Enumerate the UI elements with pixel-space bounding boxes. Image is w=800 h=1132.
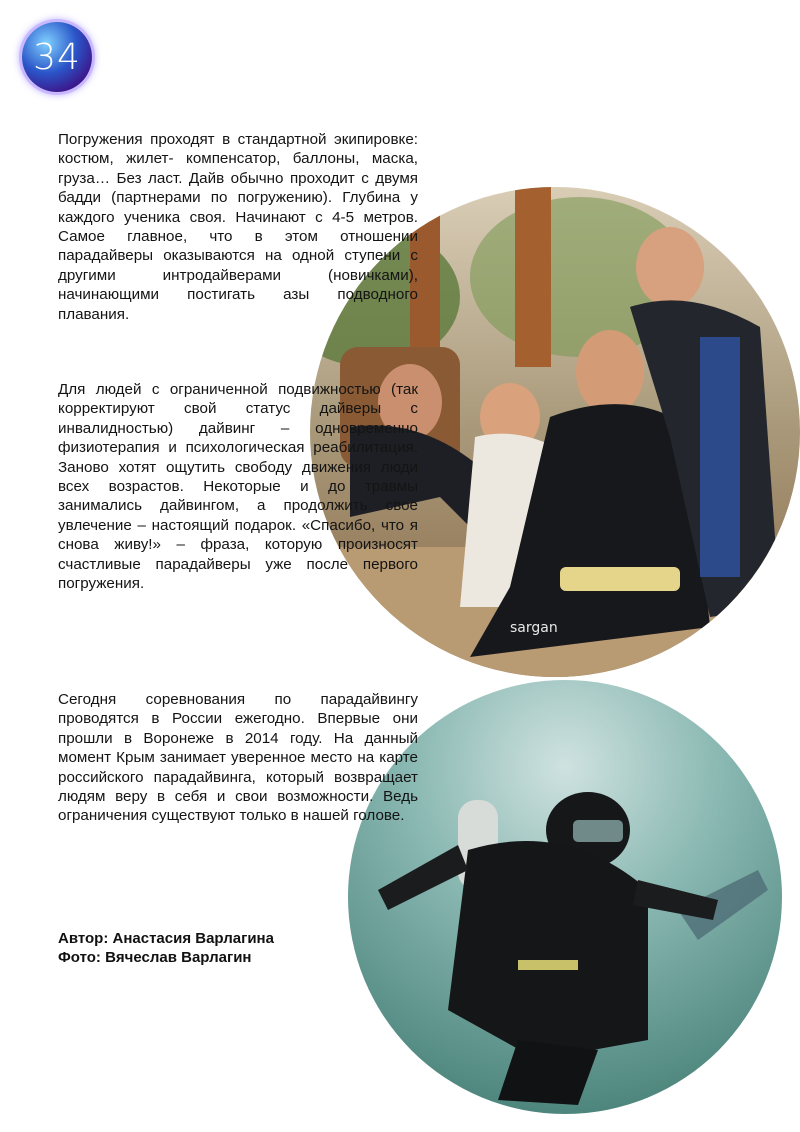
paragraph-equipment: Погружения проходят в стандартной экипировке: костюм, жилет- компенсатор, баллоны, маска, груза… Без ласт. Дайв обычно проходит с двумя бадди (партнерами по погружению). Глубина у каждого ученика своя. Начинают с 4-5 метров. Самое главное, что в этом отношении парадайверы оказываются на одной ступени с другими интродайверами (новичками), начинающими постигать азы подводного плавания.: [58, 131, 418, 323]
sargan-logo: sargan: [510, 620, 558, 636]
photo-credit: Фото: Вячеслав Варлагин: [58, 949, 252, 966]
credits: [58, 929, 274, 967]
page-number-badge: [22, 22, 92, 92]
page-number: 34: [33, 36, 81, 78]
paragraph-competitions: Сегодня соревнования по парадайвингу проводятся в России ежегодно. Впервые они прошли в Воронеже в 2014 году. На данный момент Крым занимает уверенное место на карте российского парадайвинга, который возвращает людям веру в себя и свои возможности. Ведь ограничения существуют только в нашей голове.: [58, 691, 418, 825]
author-credit: Автор: Анастасия Варлагина: [58, 930, 274, 947]
paragraph-rehabilitation: Для людей с ограниченной подвижностью (так корректируют свой статус дайверы с инвалидностью) дайвинг – одновременно физиотерапия и психологическая реабилитация. Заново хотят ощутить свободу движения люди всех возрастов. Некоторые и до травмы занимались дайвингом, а продолжить свое увлечение – настоящий подарок. «Спасибо, что я снова живу!» – фраза, которую произносят счастливые парадайверы уже после первого погружения.: [58, 381, 418, 593]
